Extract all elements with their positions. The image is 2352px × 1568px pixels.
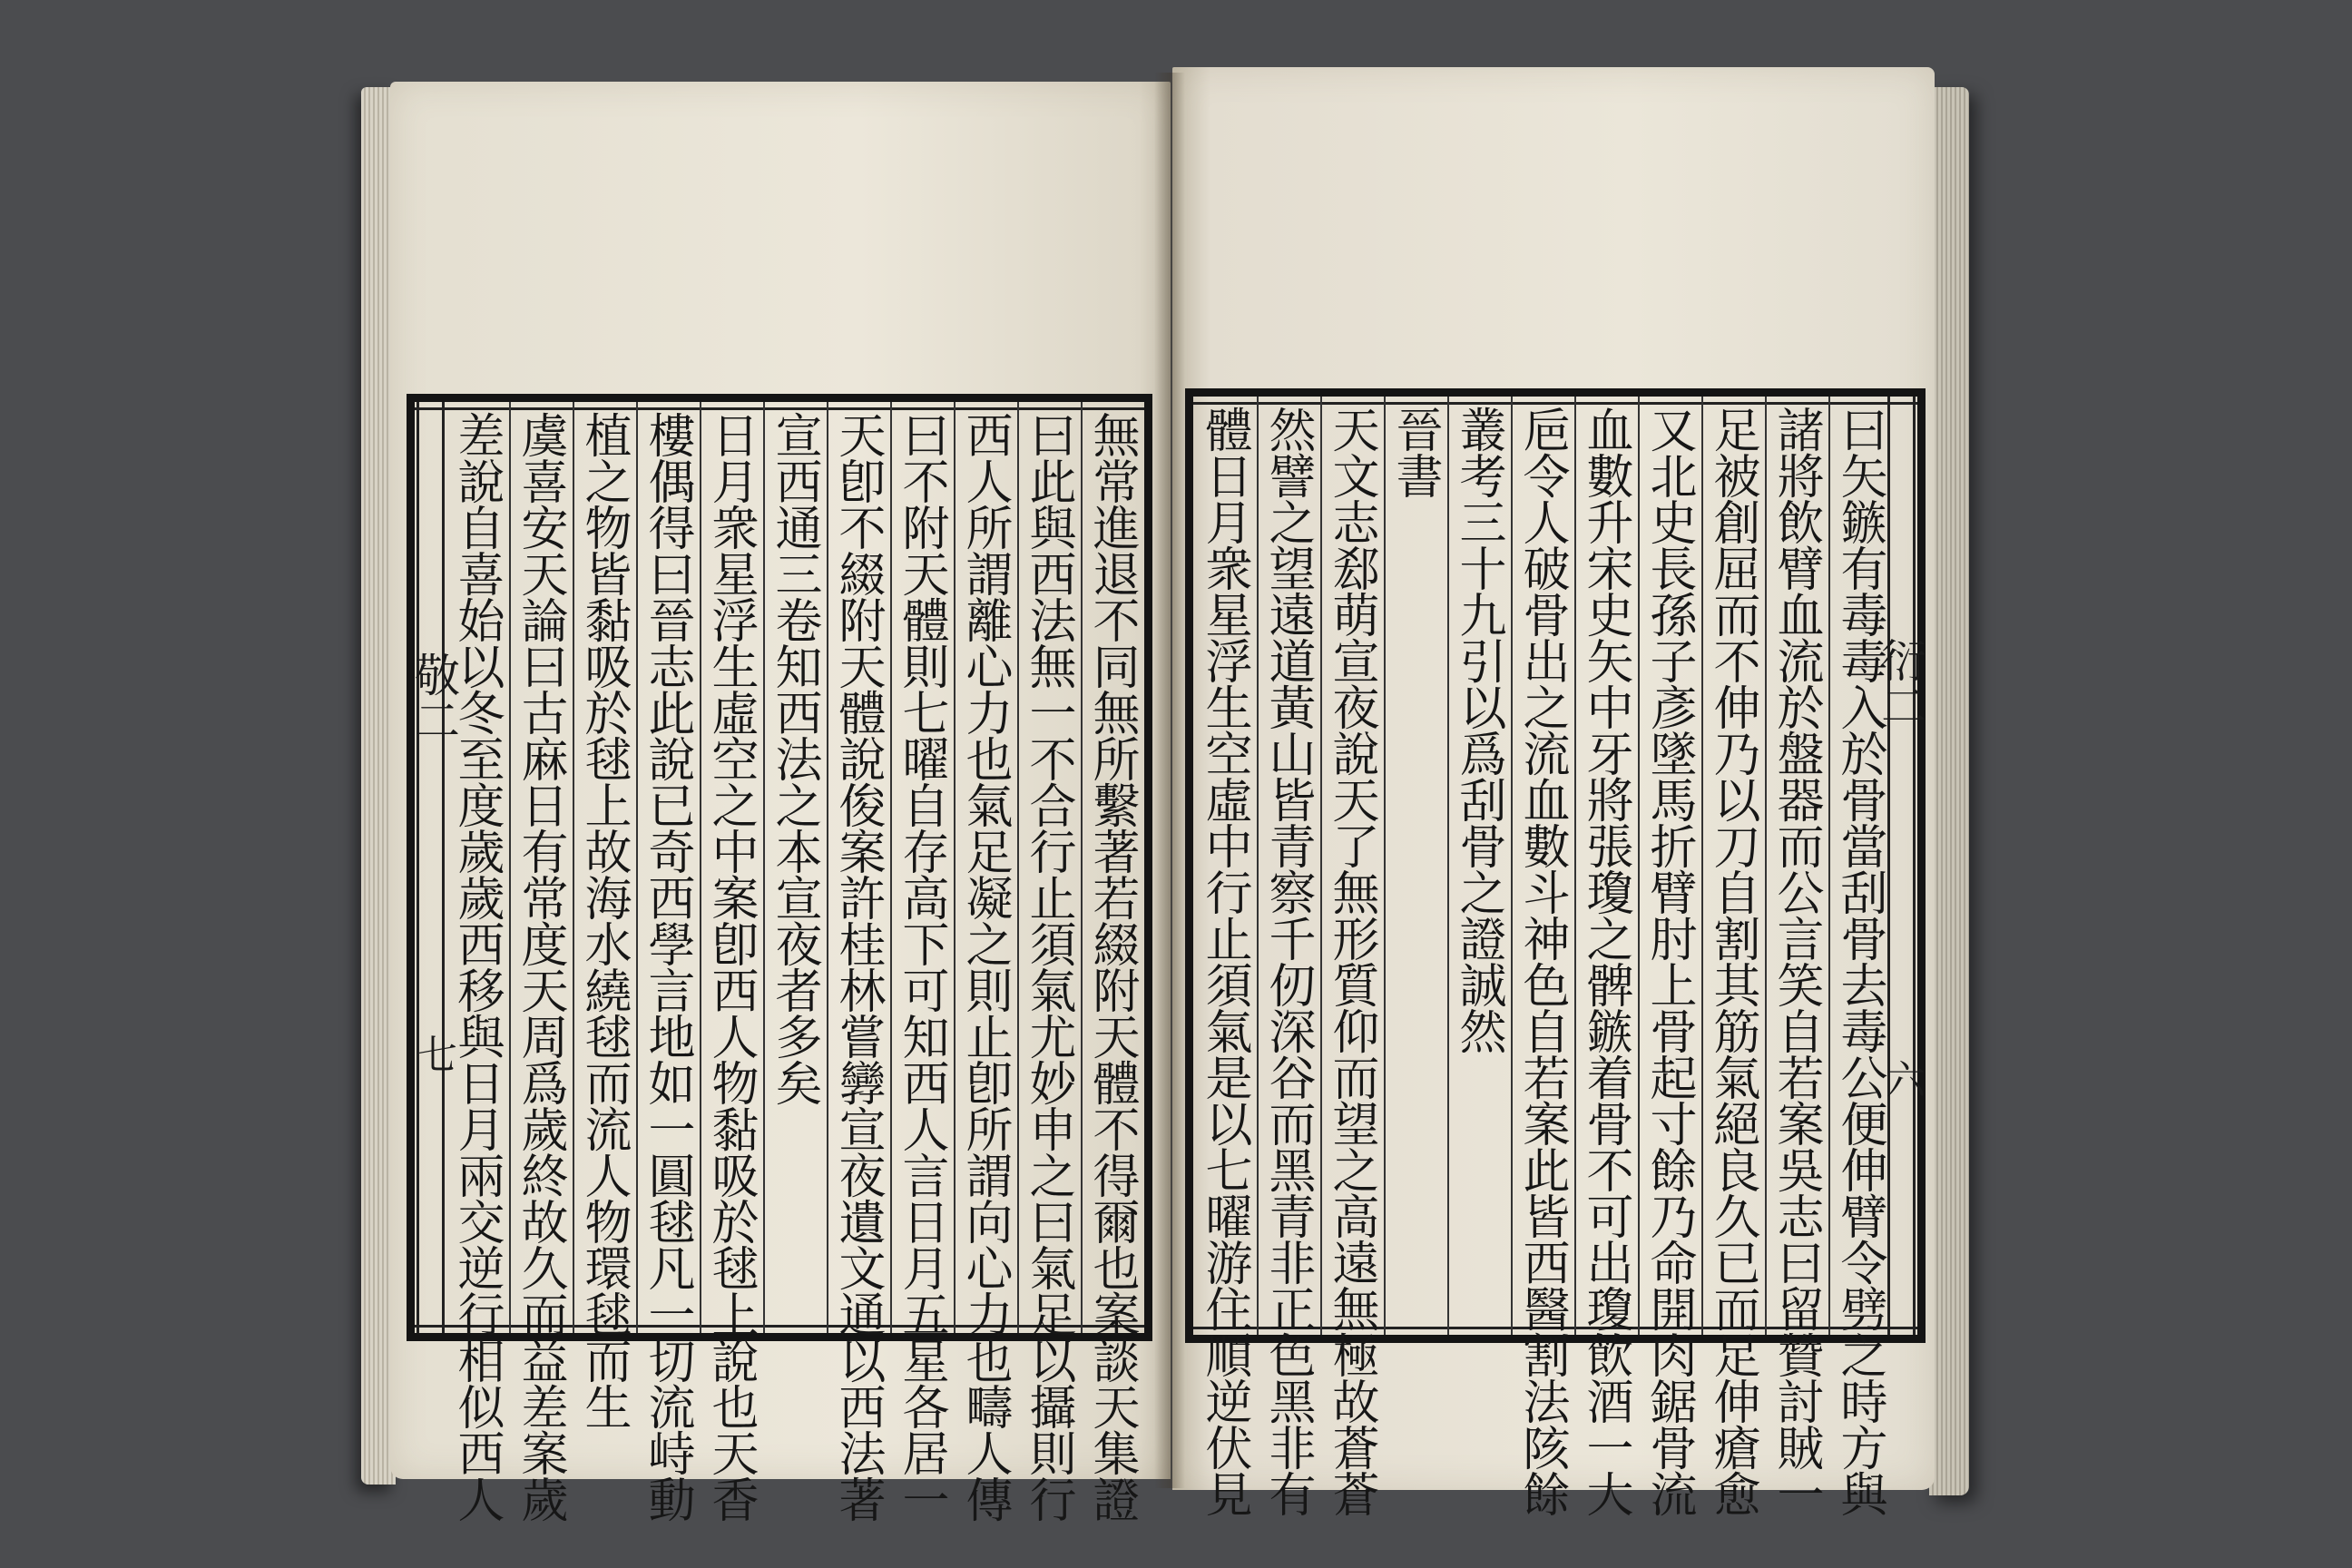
text-column: 無常進退不同無所繫著若綴附天體不得爾也案談天集證: [1084, 411, 1139, 1522]
text-column: 體日月衆星浮生空虛中行止須氣是以七曜游住順逆伏見: [1197, 406, 1251, 1516]
banxin-rule: [442, 402, 445, 1333]
text-column: 曰此與西法無一不合行止須氣尤妙申之曰氣足以攝則行: [1021, 411, 1075, 1522]
text-column: 曰矢鏃有毒毒入於骨當刮骨去毒公便伸臂令劈之時方與: [1832, 406, 1886, 1516]
right-page-edges: [1929, 87, 1969, 1495]
banxin-rule: [1913, 397, 1916, 1335]
text-column: 晉書: [1387, 406, 1442, 498]
text-column: 樓偶得曰晉志此說已奇西學言地如一圓毬凡一切流峙動: [640, 411, 694, 1522]
text-column: 天文志郄萌宣夜說天了無形質仰而望之高遠無極故蒼蒼: [1324, 406, 1378, 1516]
column-rule: [1765, 397, 1767, 1335]
column-rule: [636, 402, 638, 1333]
banxin-rule: [1887, 397, 1890, 1335]
left-banxin-title: 敬二: [407, 652, 460, 742]
column-rule: [1511, 397, 1513, 1335]
text-column: 植之物皆黏吸於毬上故海水繞毬而流人物環毬而生: [576, 411, 631, 1429]
left-page-frame: [407, 394, 1152, 1522]
column-rule: [1828, 397, 1830, 1335]
column-rule: [1257, 397, 1259, 1335]
frame-inner-top-rule: [415, 407, 1144, 410]
text-column: 宣西通三卷知西法之本宣夜者多矣: [767, 411, 821, 1105]
text-column: 西人所謂離心力也氣足凝之則止卽所謂向心力也疇人傳: [957, 411, 1012, 1522]
book-gutter: [1154, 73, 1185, 1488]
column-rule: [573, 402, 574, 1333]
frame-inner-top-rule: [1193, 402, 1917, 405]
text-column: 又北史長孫子彥墜馬折臂肘上骨起寸餘乃命開肉鋸骨流: [1642, 406, 1696, 1516]
right-banxin-title: 衍二: [1874, 637, 1926, 728]
column-rule: [1081, 402, 1083, 1333]
column-rule: [509, 402, 511, 1333]
text-column: 日月衆星浮生虛空之中案卽西人物黏吸於毬上說也天香: [703, 411, 758, 1522]
banxin-rule: [416, 402, 419, 1333]
column-rule: [700, 402, 701, 1333]
text-column: 巵令人破骨出之流血數斗神色自若案此皆西醫割法陔餘: [1514, 406, 1569, 1516]
column-rule: [1638, 397, 1640, 1335]
column-rule: [1320, 397, 1322, 1335]
text-column: 諸將飲臂血流於盤器而公言笑自若案吳志曰留贊討賊一: [1769, 406, 1823, 1516]
left-page-number: 七: [410, 1034, 456, 1073]
column-rule: [1447, 397, 1449, 1335]
text-column: 足被創屈而不伸乃以刀自割其筋氣絕良久已而足伸瘡愈: [1705, 406, 1759, 1516]
column-rule: [1701, 397, 1703, 1335]
column-rule: [1574, 397, 1576, 1335]
column-rule: [954, 402, 956, 1333]
text-column: 叢考三十九引以爲刮骨之證誠然: [1451, 406, 1505, 1054]
column-rule: [1017, 402, 1019, 1333]
text-column: 虞喜安天論曰古麻日有常度天周爲歲終故久而益差案歲: [513, 411, 567, 1522]
text-column: 差說自喜始以冬至度歲歲西移與日月兩交逆行相似西人: [449, 411, 504, 1522]
text-column: 然譬之望遠道黃山皆青察千仞深谷而黑青非正色黑非有: [1260, 406, 1315, 1516]
column-rule: [827, 402, 828, 1333]
column-rule: [763, 402, 765, 1333]
text-column: 血數升宋史矢中牙將張瓊之髀鏃着骨不可出瓊飲酒一大: [1578, 406, 1632, 1516]
column-rule: [1384, 397, 1386, 1335]
right-page-frame: [1185, 388, 1926, 1516]
column-rule: [890, 402, 892, 1333]
text-column: 曰不附天體則七曜自存高下可知西人言日月五星各居一: [894, 411, 948, 1522]
text-column: 天卽不綴附天體說俊案許桂林嘗㝈宣夜遺文通以西法著: [830, 411, 885, 1522]
right-page-number: 六: [1878, 1059, 1925, 1099]
